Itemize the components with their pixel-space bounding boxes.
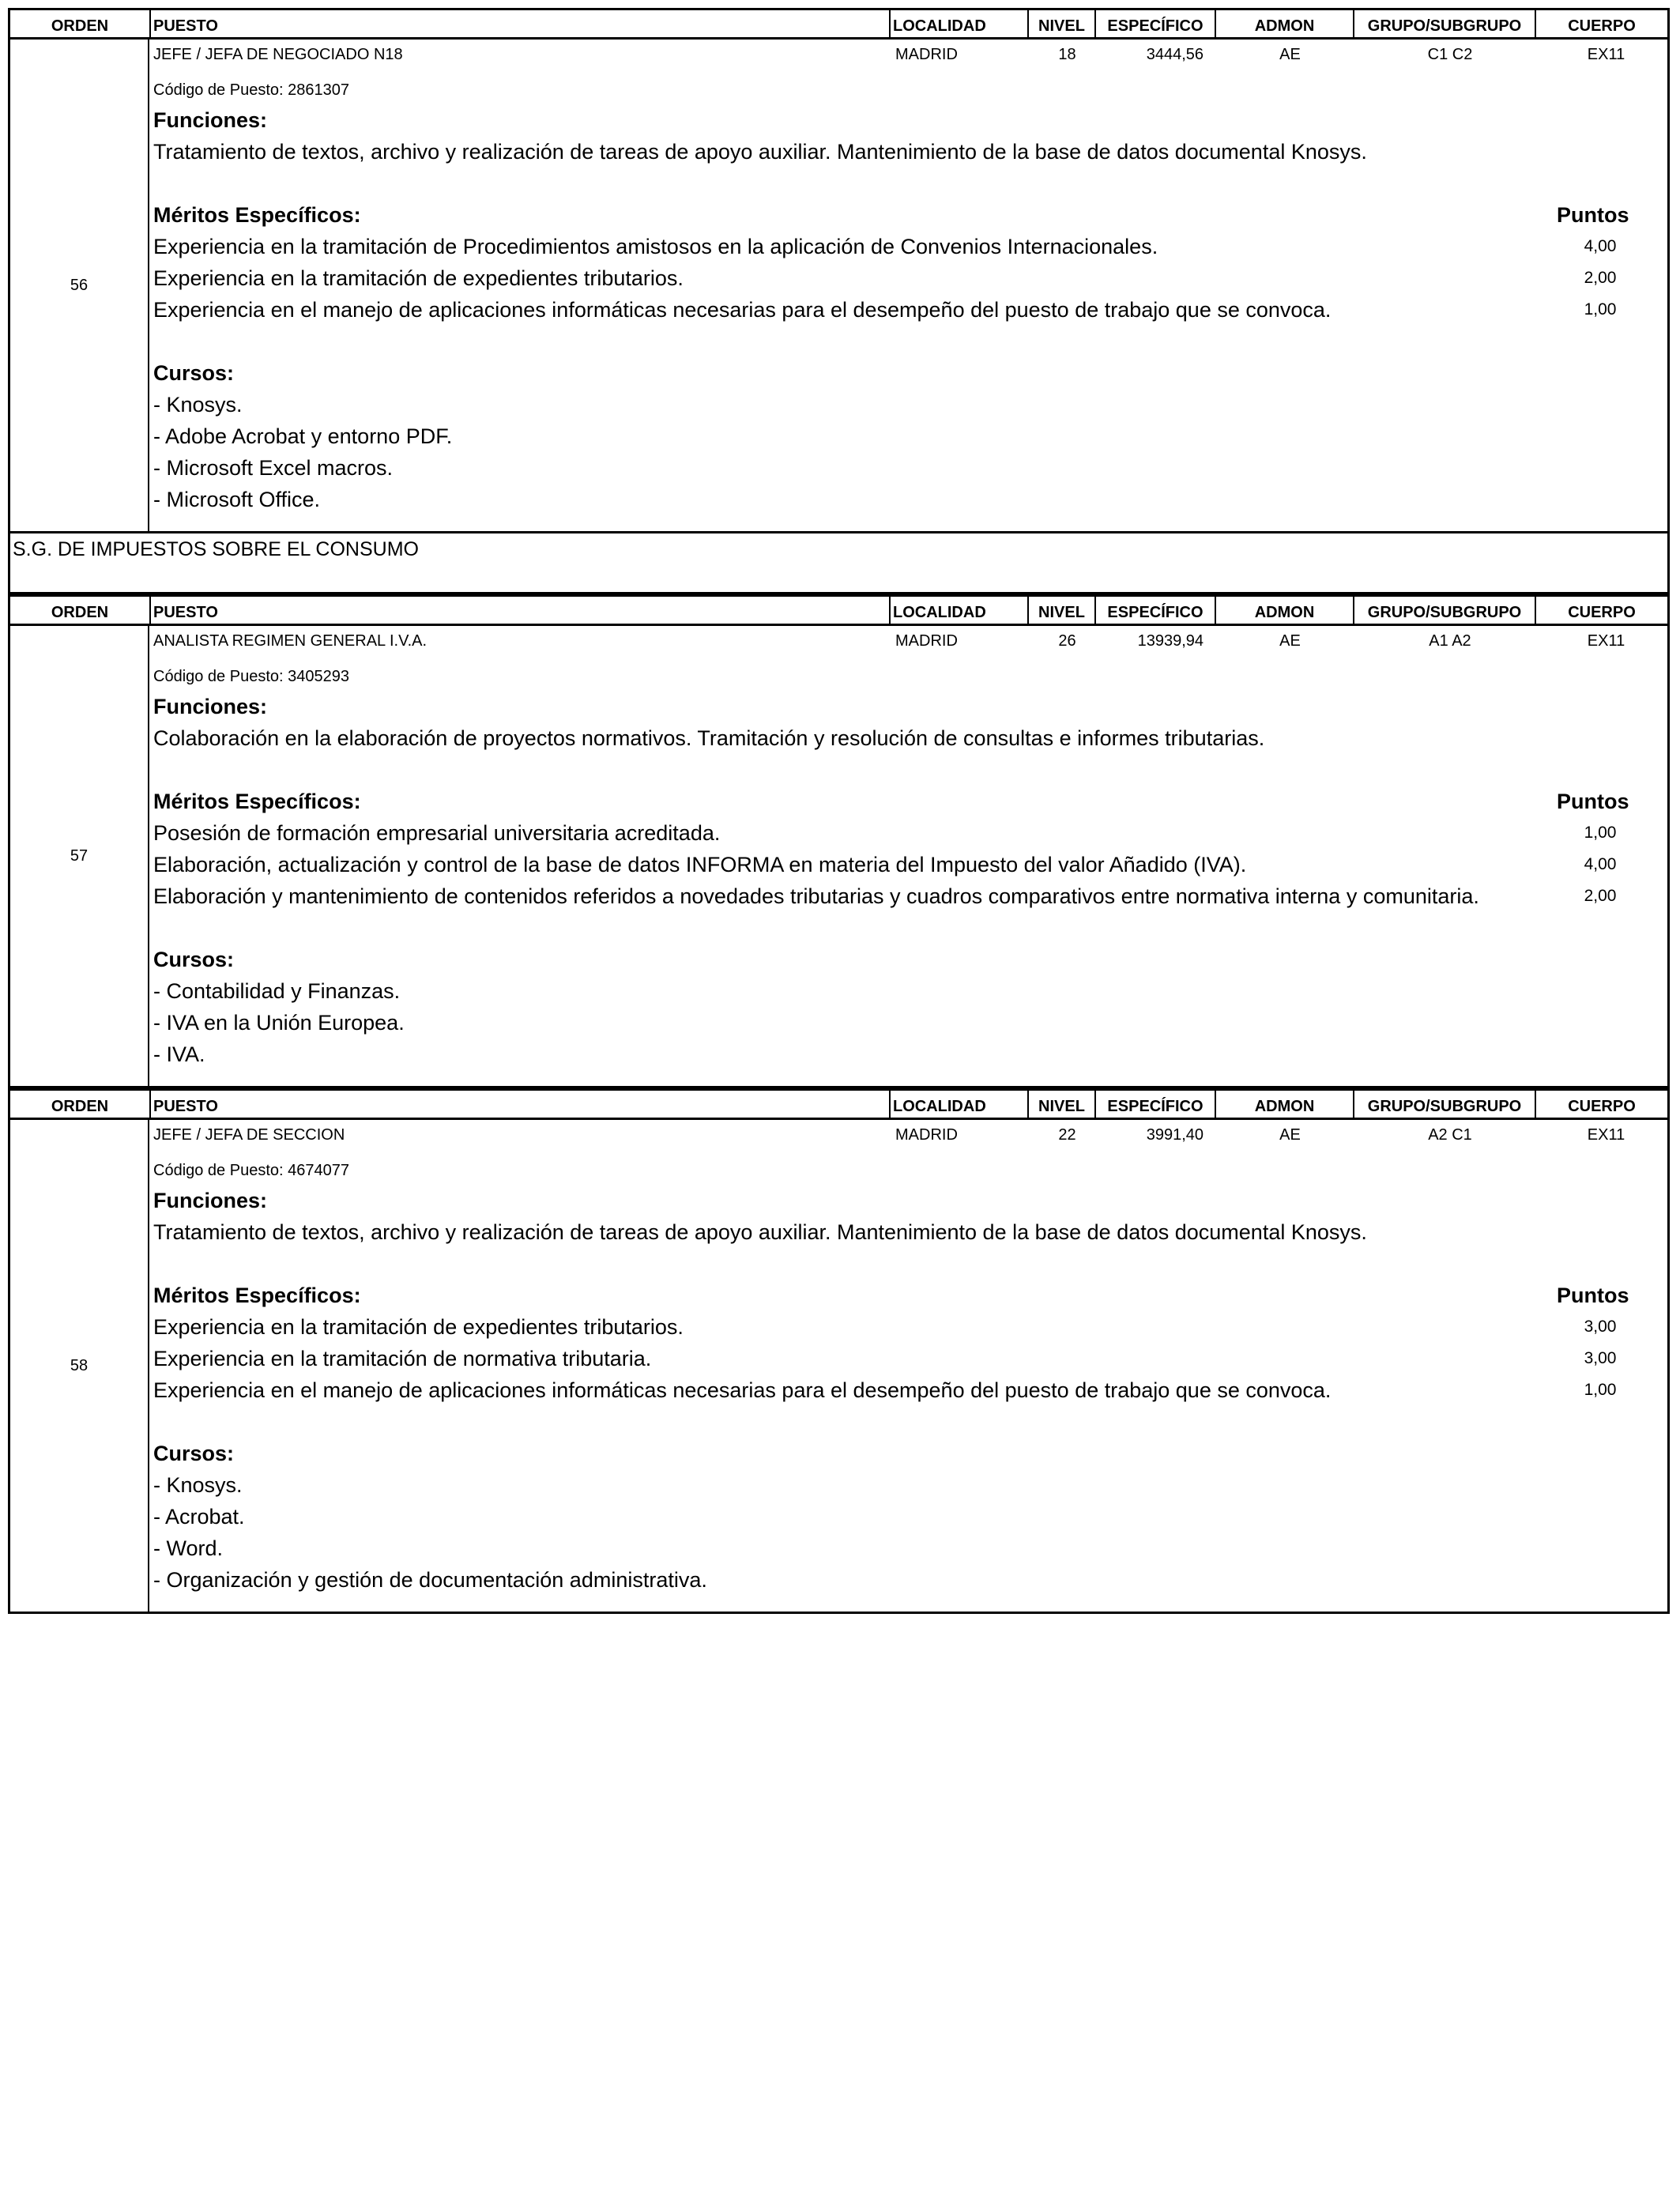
column-header-cuerpo: CUERPO xyxy=(1535,597,1667,624)
column-header-nivel: NIVEL xyxy=(1027,1091,1094,1118)
column-header-localidad: LOCALIDAD xyxy=(889,10,1027,37)
merito-points: 3,00 xyxy=(1584,1318,1617,1336)
spacer xyxy=(153,168,1667,199)
job-localidad: MADRID xyxy=(895,1126,958,1144)
funciones-text: Tratamiento de textos, archivo y realización de tareas de apoyo auxiliar. Mantenimiento de la base de datos documental Knosys. xyxy=(153,140,1367,164)
curso-item: - Adobe Acrobat y entorno PDF. xyxy=(153,424,453,448)
column-header-admon: ADMON xyxy=(1215,10,1353,37)
column-header-especifico: ESPECÍFICO xyxy=(1094,597,1215,624)
job-localidad: MADRID xyxy=(895,46,958,63)
merito-points: 1,00 xyxy=(1584,1381,1617,1399)
merito-item xyxy=(153,880,1667,912)
merito-item xyxy=(153,262,1667,294)
job-nivel: 18 xyxy=(1058,46,1076,63)
table-row xyxy=(8,40,1670,533)
merito-item xyxy=(153,231,1667,262)
job-grupo: A1 A2 xyxy=(1429,632,1471,650)
column-header-orden: ORDEN xyxy=(51,1097,109,1115)
job-detail-cell xyxy=(149,1120,1667,1612)
merito-points: 4,00 xyxy=(1584,855,1617,873)
job-cuerpo: EX11 xyxy=(1587,632,1625,650)
spacer xyxy=(153,1248,1667,1280)
section-title: S.G. DE IMPUESTOS SOBRE EL CONSUMO xyxy=(8,533,1670,594)
table-header-row xyxy=(8,594,1670,626)
merito-text: Experiencia en el manejo de aplicaciones informáticas necesarias para el desempeño del puesto de trabajo que se convoca. xyxy=(153,1378,1332,1402)
job-grupo: C1 C2 xyxy=(1427,46,1473,63)
spacer xyxy=(153,1406,1667,1438)
column-header-puesto: PUESTO xyxy=(149,10,889,37)
column-header-nivel: NIVEL xyxy=(1027,10,1094,37)
table-row xyxy=(8,1120,1670,1614)
column-header-localidad: LOCALIDAD xyxy=(889,597,1027,624)
meritos-label: Méritos Específicos: xyxy=(153,1284,361,1307)
merito-item xyxy=(153,1311,1667,1343)
puntos-label: Puntos xyxy=(1557,790,1629,813)
merito-points: 2,00 xyxy=(1584,887,1617,905)
curso-item: - Microsoft Office. xyxy=(153,488,321,511)
table-header-row xyxy=(8,8,1670,40)
job-code: Código de Puesto: 2861307 xyxy=(153,81,349,99)
job-especifico: 3444,56 xyxy=(1146,46,1203,63)
job-summary-row xyxy=(153,1126,1667,1156)
column-header-cuerpo: CUERPO xyxy=(1535,10,1667,37)
job-grupo: A2 C1 xyxy=(1428,1126,1472,1144)
column-header-grupo: GRUPO/SUBGRUPO xyxy=(1353,10,1535,37)
merito-points: 1,00 xyxy=(1584,824,1617,842)
curso-item: - Knosys. xyxy=(153,393,243,417)
job-nivel: 26 xyxy=(1058,632,1076,650)
merito-points: 1,00 xyxy=(1584,300,1617,319)
column-header-localidad: LOCALIDAD xyxy=(889,1091,1027,1118)
funciones-text: Colaboración en la elaboración de proyectos normativos. Tramitación y resolución de consultas e informes tributarias. xyxy=(153,726,1265,750)
curso-item: - Knosys. xyxy=(153,1473,243,1497)
column-header-puesto: PUESTO xyxy=(149,1091,889,1118)
column-header-orden: ORDEN xyxy=(51,603,109,621)
curso-item: - Organización y gestión de documentación administrativa. xyxy=(153,1568,707,1592)
meritos-label: Méritos Específicos: xyxy=(153,790,361,813)
orden-number: 57 xyxy=(10,626,149,1086)
job-detail-cell xyxy=(149,626,1667,1086)
curso-item: - Microsoft Excel macros. xyxy=(153,456,394,480)
job-summary-row xyxy=(153,46,1667,76)
table-header-row xyxy=(8,1088,1670,1120)
curso-item: - Acrobat. xyxy=(153,1505,245,1529)
meritos-header xyxy=(153,786,1667,817)
job-nivel: 22 xyxy=(1058,1126,1076,1144)
job-cuerpo: EX11 xyxy=(1587,1126,1625,1144)
column-header-especifico: ESPECÍFICO xyxy=(1094,1091,1215,1118)
job-especifico: 13939,94 xyxy=(1137,632,1203,650)
merito-text: Elaboración y mantenimiento de contenidos referidos a novedades tributarias y cuadros comparativos entre normativa interna y comunitaria. xyxy=(153,884,1479,908)
merito-points: 3,00 xyxy=(1584,1349,1617,1367)
merito-item xyxy=(153,817,1667,849)
job-code: Código de Puesto: 3405293 xyxy=(153,668,349,685)
column-header-grupo: GRUPO/SUBGRUPO xyxy=(1353,597,1535,624)
merito-item xyxy=(153,1374,1667,1406)
merito-text: Posesión de formación empresarial universitaria acreditada. xyxy=(153,821,721,845)
job-admon: AE xyxy=(1279,46,1301,63)
job-cuerpo: EX11 xyxy=(1587,46,1625,63)
funciones-text: Tratamiento de textos, archivo y realización de tareas de apoyo auxiliar. Mantenimiento de la base de datos documental Knosys. xyxy=(153,1220,1367,1244)
merito-points: 4,00 xyxy=(1584,237,1617,255)
job-detail-cell xyxy=(149,40,1667,531)
job-admon: AE xyxy=(1279,1126,1301,1144)
meritos-header xyxy=(153,1280,1667,1311)
cursos-label: Cursos: xyxy=(153,361,235,385)
column-header-nivel: NIVEL xyxy=(1027,597,1094,624)
merito-text: Experiencia en la tramitación de normativa tributaria. xyxy=(153,1347,652,1370)
curso-item: - Contabilidad y Finanzas. xyxy=(153,979,401,1003)
merito-text: Experiencia en el manejo de aplicaciones informáticas necesarias para el desempeño del puesto de trabajo que se convoca. xyxy=(153,298,1332,322)
curso-item: - IVA. xyxy=(153,1042,205,1066)
column-header-puesto: PUESTO xyxy=(149,597,889,624)
job-localidad: MADRID xyxy=(895,632,958,650)
merito-text: Experiencia en la tramitación de Procedimientos amistosos en la aplicación de Convenios Internacionales. xyxy=(153,235,1158,258)
document-table xyxy=(8,8,1670,1614)
column-header-admon: ADMON xyxy=(1215,597,1353,624)
orden-number: 58 xyxy=(10,1120,149,1612)
funciones-label: Funciones: xyxy=(153,1189,268,1212)
spacer xyxy=(153,326,1667,357)
curso-item: - IVA en la Unión Europea. xyxy=(153,1011,405,1035)
cursos-label: Cursos: xyxy=(153,1442,235,1465)
job-summary-row xyxy=(153,632,1667,662)
merito-item xyxy=(153,294,1667,326)
merito-item xyxy=(153,1343,1667,1374)
job-puesto: JEFE / JEFA DE NEGOCIADO N18 xyxy=(153,46,403,63)
column-header-orden: ORDEN xyxy=(51,17,109,35)
job-code: Código de Puesto: 4674077 xyxy=(153,1162,349,1179)
orden-number: 56 xyxy=(10,40,149,531)
spacer xyxy=(153,754,1667,786)
merito-text: Experiencia en la tramitación de expedientes tributarios. xyxy=(153,1315,684,1339)
job-puesto: JEFE / JEFA DE SECCION xyxy=(153,1126,345,1144)
job-especifico: 3991,40 xyxy=(1146,1126,1203,1144)
curso-item: - Word. xyxy=(153,1536,224,1560)
merito-points: 2,00 xyxy=(1584,269,1617,287)
funciones-label: Funciones: xyxy=(153,108,268,132)
column-header-grupo: GRUPO/SUBGRUPO xyxy=(1353,1091,1535,1118)
puntos-label: Puntos xyxy=(1557,1284,1629,1307)
cursos-label: Cursos: xyxy=(153,948,235,971)
table-row xyxy=(8,626,1670,1088)
job-admon: AE xyxy=(1279,632,1301,650)
funciones-label: Funciones: xyxy=(153,695,268,718)
meritos-label: Méritos Específicos: xyxy=(153,203,361,227)
merito-text: Experiencia en la tramitación de expedientes tributarios. xyxy=(153,266,684,290)
merito-item xyxy=(153,849,1667,880)
job-puesto: ANALISTA REGIMEN GENERAL I.V.A. xyxy=(153,632,428,650)
meritos-header xyxy=(153,199,1667,231)
column-header-cuerpo: CUERPO xyxy=(1535,1091,1667,1118)
merito-text: Elaboración, actualización y control de la base de datos INFORMA en materia del Impuesto del valor Añadido (IVA). xyxy=(153,853,1247,876)
spacer xyxy=(153,912,1667,944)
column-header-admon: ADMON xyxy=(1215,1091,1353,1118)
column-header-especifico: ESPECÍFICO xyxy=(1094,10,1215,37)
puntos-label: Puntos xyxy=(1557,203,1629,227)
